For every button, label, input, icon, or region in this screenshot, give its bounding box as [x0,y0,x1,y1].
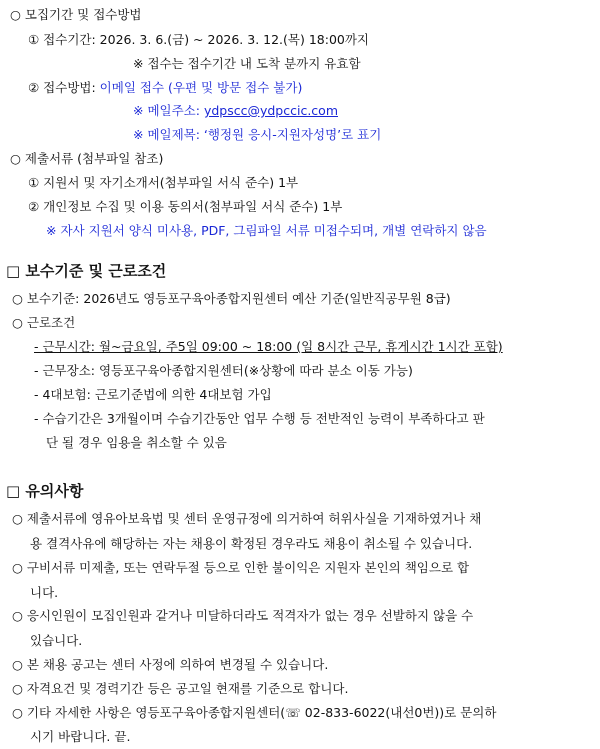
work-place: - 근무장소: 영등포구육아종합지원센터(※상황에 따라 분소 이동 가능) [34,363,413,378]
application-method [28,79,302,97]
documents-heading: ○ 제출서류 (첨부파일 참조) [10,151,164,166]
note-1-line-1: ○ 제출서류에 영유아보육법 및 센터 운영규정에 의거하여 허위사실을 기재하였거나 채 [12,511,482,526]
note-6-line-2: 시기 바랍니다. 끝. [30,729,131,744]
application-method-value: 이메일 접수 (우편 및 방문 접수 불가) [99,80,303,95]
pay-conditions-heading: □ 보수기준 및 근로조건 [6,262,167,280]
application-period: ① 접수기간: 2026. 3. 6.(금) ~ 2026. 3. 12.(목) 18:00까지 [28,32,370,47]
probation-line-1: - 수습기간은 3개월이며 수습기간동안 업무 수행 등 전반적인 능력이 부족하다고 판 [34,411,485,426]
email-address-label: ※ 메일주소: [133,103,204,118]
note-6-line-1: ○ 기타 자세한 사항은 영등포구육아종합지원센터(☏ 02-833-6022(내선0번))로 문의하 [12,705,497,720]
pay-standard: ○ 보수기준: 2026년도 영등포구육아종합지원센터 예산 기준(일반직공무원 8급) [12,291,451,306]
probation-line-2: 단 될 경우 임용을 취소할 수 있음 [46,435,227,450]
note-2-line-2: 니다. [30,585,59,600]
application-method-label: ② 접수방법: [28,80,100,95]
note-1-line-2: 용 결격사유에 해당하는 자는 채용이 확정된 경우라도 채용이 취소될 수 있습니다. [30,536,473,551]
note-3-line-2: 있습니다. [30,633,83,648]
email-subject-line: ※ 메일제목: ‘행정원 응시-지원자성명’로 표기 [133,127,382,142]
insurance: - 4대보험: 근로기준법에 의한 4대보험 가입 [34,387,272,402]
document-item-2: ② 개인정보 수집 및 이용 동의서(첨부파일 서식 준수) 1부 [28,199,343,214]
note-4: ○ 본 채용 공고는 센터 사정에 의하여 변경될 수 있습니다. [12,657,329,672]
work-conditions-heading: ○ 근로조건 [12,315,76,330]
work-hours: - 근무시간: 월~금요일, 주5일 09:00 ~ 18:00 (일 8시간 근무, 휴게시간 1시간 포함) [34,339,503,354]
note-3-line-1: ○ 응시인원이 모집인원과 같거나 미달하더라도 적격자가 없는 경우 선발하지 않을 수 [12,608,474,623]
email-link[interactable]: ydpscc@ydpccic.com [203,103,338,118]
documents-note: ※ 자사 지원서 양식 미사용, PDF, 그림파일 서류 미접수되며, 개별 연락하지 않음 [46,223,487,238]
period-note: ※ 접수는 접수기간 내 도착 분까지 유효함 [133,56,361,71]
note-2-line-1: ○ 구비서류 미제출, 또는 연락두절 등으로 인한 불이익은 지원자 본인의 책임으로 합 [12,560,470,575]
email-address-line [133,102,338,120]
document-item-1: ① 지원서 및 자기소개서(첨부파일 서식 준수) 1부 [28,175,299,190]
notes-heading: □ 유의사항 [6,482,84,500]
note-5: ○ 자격요건 및 경력기간 등은 공고일 현재를 기준으로 합니다. [12,681,349,696]
period-method-heading: ○ 모집기간 및 접수방법 [10,7,142,22]
